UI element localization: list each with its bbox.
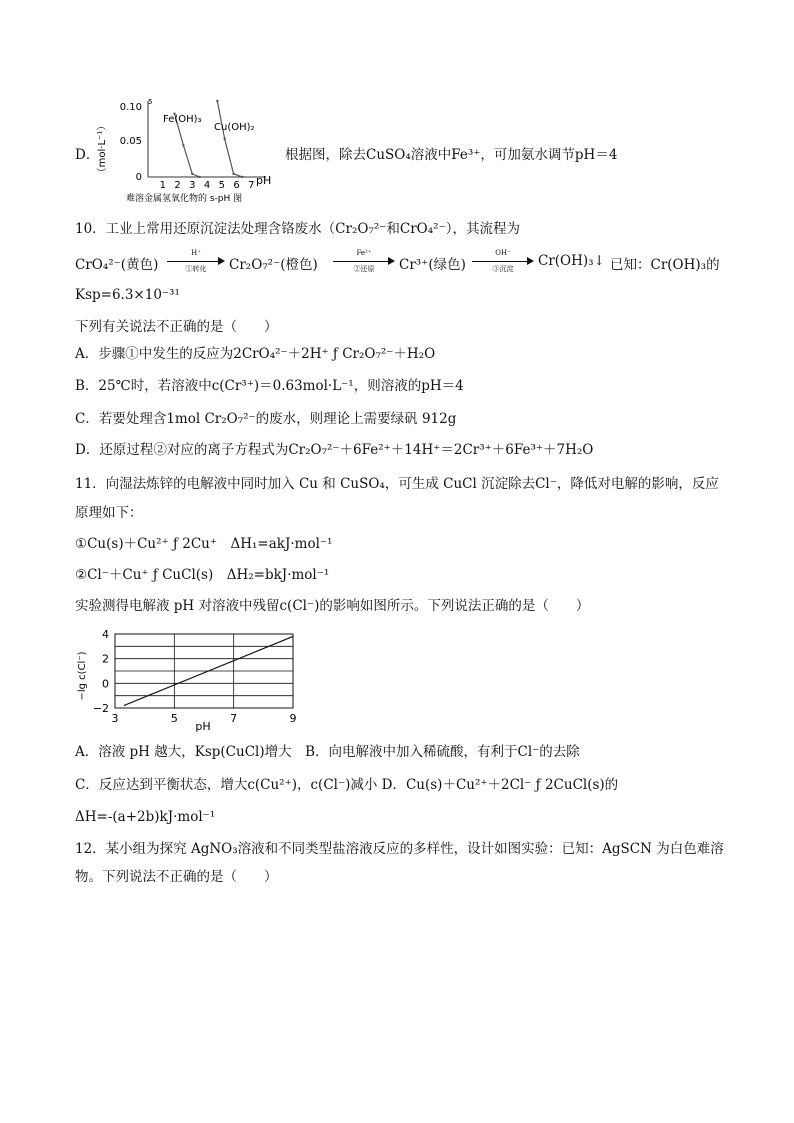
q10-arrow-3-top: OH⁻ — [495, 249, 511, 257]
chart1-ytick-1: 0.10 — [119, 102, 142, 113]
chart1-point-1-0 — [216, 100, 218, 102]
q10-flow-s1: CrO₄²⁻(黄色) — [75, 257, 159, 273]
q11-equation-1: ①Cu(s)＋Cu²⁺ ƒ 2Cu⁺ ΔH₁=akJ·mol⁻¹ — [75, 536, 333, 552]
chart1-x-ticks — [160, 180, 255, 191]
chart2-xtick-3: 3 — [111, 712, 119, 725]
chart2-ytick--2: −2 — [92, 702, 109, 715]
q10-arrow-2 — [333, 251, 395, 275]
chart2-y-ticks — [93, 628, 109, 715]
chart1-xtick-5: 5 — [218, 180, 225, 191]
solubility-ph-chart — [96, 95, 286, 207]
q10-flow-s3: Cr³⁺(绿色) — [399, 257, 466, 273]
q10-option-c: C．若要处理含1mol Cr₂O₇²⁻的废水，则理论上需要绿矾 912g — [75, 411, 457, 427]
chart2-ytick-2: 2 — [102, 652, 109, 666]
chart2-xtick-7: 7 — [230, 712, 238, 725]
chart2-xtick-9: 9 — [289, 712, 297, 725]
chart1-xtick-7: 7 — [248, 180, 255, 191]
q12-line2: 物。下列说法不正确的是（ ） — [75, 869, 278, 885]
q10-arrow-1-top: H⁺ — [191, 249, 201, 257]
chart1-x-label: pH — [256, 174, 272, 187]
q10-flow-note: 已知：Cr(OH)₃的 — [610, 257, 720, 273]
chart1-xtick-4: 4 — [203, 180, 211, 191]
chart1-xtick-6: 6 — [233, 180, 240, 191]
chart1-point-1-1 — [224, 138, 226, 140]
chart1-xtick-1: 1 — [159, 180, 166, 191]
chart1-ytick-3: 0 — [135, 172, 142, 183]
q11-equation-2: ②Cl⁻＋Cu⁺ ƒ CuCl(s) ΔH₂=bkJ·mol⁻¹ — [75, 567, 330, 583]
q12-line1: 12．某小组为探究 AgNO₃溶液和不同类型盐溶液反应的多样性，设计如图实验：已知：AgSCN 为白色难溶 — [75, 841, 724, 857]
chart1-xtick-2: 2 — [174, 180, 181, 191]
chart1-series-label-cu: Cu(OH)₂ — [214, 122, 255, 133]
chart1-series-group — [173, 100, 243, 178]
q10-arrow-3-bottom: ③沉淀 — [492, 265, 514, 273]
q10-question: 下列有关说法不正确的是（ ） — [75, 319, 278, 335]
q11-options-line3: ΔH=-(a+2b)kJ·mol⁻¹ — [75, 809, 216, 825]
q11-options-line1: A．溶液 pH 越大，Ksp(CuCl)增大 B．向电解液中加入稀硫酸，有利于Cl⁻的去除 — [75, 744, 580, 760]
q11-stem-line2: 原理如下： — [75, 505, 143, 521]
chart1-series-label-fe: Fe(OH)₃ — [163, 114, 202, 125]
q10-arrow-1-bottom: ①转化 — [185, 265, 207, 273]
chart1-xtick-3: 3 — [189, 180, 196, 191]
q10-option-b: B．25℃时，若溶液中c(Cr³⁺)＝0.63mol·L⁻¹，则溶液的pH＝4 — [75, 378, 464, 394]
chart1-point-1-2 — [232, 173, 234, 175]
q10-arrow-3 — [472, 251, 534, 275]
q11-description: 实验测得电解液 pH 对溶液中残留c(Cl⁻)的影响如图所示。下列说法正确的是（ ） — [75, 598, 590, 614]
chart1-caption: 难溶金属氢氧化物的 s-pH 图 — [126, 194, 243, 204]
q10-flow-s4: Cr(OH)₃↓ — [538, 253, 605, 269]
q10-option-d: D．还原过程②对应的离子方程式为Cr₂O₇²⁻＋6Fe²⁺＋14H⁺＝2Cr³⁺＋6Fe³⁺＋7H₂O — [75, 442, 594, 458]
chart2-ytick-0: 0 — [102, 677, 109, 691]
q10-arrow-2-bottom: ②还原 — [353, 265, 375, 273]
chart1-series-line-1 — [217, 101, 242, 177]
chart1-ytick-2: 0.05 — [119, 136, 142, 147]
q9-option-d-text: 根据图，除去CuSO₄溶液中Fe³⁺，可加氨水调节pH＝4 — [285, 147, 618, 163]
q10-stem: 10．工业上常用还原沉淀法处理含铬废水（Cr₂O₇²⁻和CrO₄²⁻），其流程为 — [75, 221, 520, 237]
chart1-point-1-3 — [241, 176, 243, 178]
q9-option-d-label: D． — [75, 147, 100, 163]
chart2-xtick-5: 5 — [170, 712, 178, 725]
chart2-grid — [115, 634, 293, 708]
chloride-ph-chart — [75, 624, 315, 736]
q11-stem-line1: 11．向湿法炼锌的电解液中同时加入 Cu 和 CuSO₄，可生成 CuCl 沉淀除去Cl⁻，降低对电解的影响，反应 — [75, 476, 719, 492]
chart1-point-0-1 — [182, 144, 184, 146]
q10-flow-s2: Cr₂O₇²⁻(橙色) — [229, 257, 318, 273]
q11-options-line2: C．反应达到平衡状态，增大c(Cu²⁺)，c(Cl⁻)减小 D．Cu(s)＋Cu²⁺＋2Cl⁻ ƒ 2CuCl(s)的 — [75, 777, 619, 793]
q10-ksp: Ksp=6.3×10⁻³¹ — [75, 287, 180, 303]
q10-arrow-1 — [167, 251, 225, 275]
chart1-point-0-3 — [198, 176, 200, 178]
q10-arrow-2-top: Fe²⁺ — [356, 249, 372, 257]
chart2-y-label: −lg c(Cl⁻) — [77, 651, 88, 701]
chart1-point-0-2 — [191, 173, 193, 175]
chart2-ytick-4: 4 — [102, 628, 109, 641]
chart1-tiny-label: 5 — [148, 98, 153, 106]
chart2-x-label: pH — [195, 720, 211, 733]
q10-option-a: A．步骤①中发生的反应为2CrO₄²⁻＋2H⁺ ƒ Cr₂O₇²⁻＋H₂O — [75, 346, 436, 362]
chart1-y-label: （mol·L⁻¹） — [97, 120, 108, 178]
